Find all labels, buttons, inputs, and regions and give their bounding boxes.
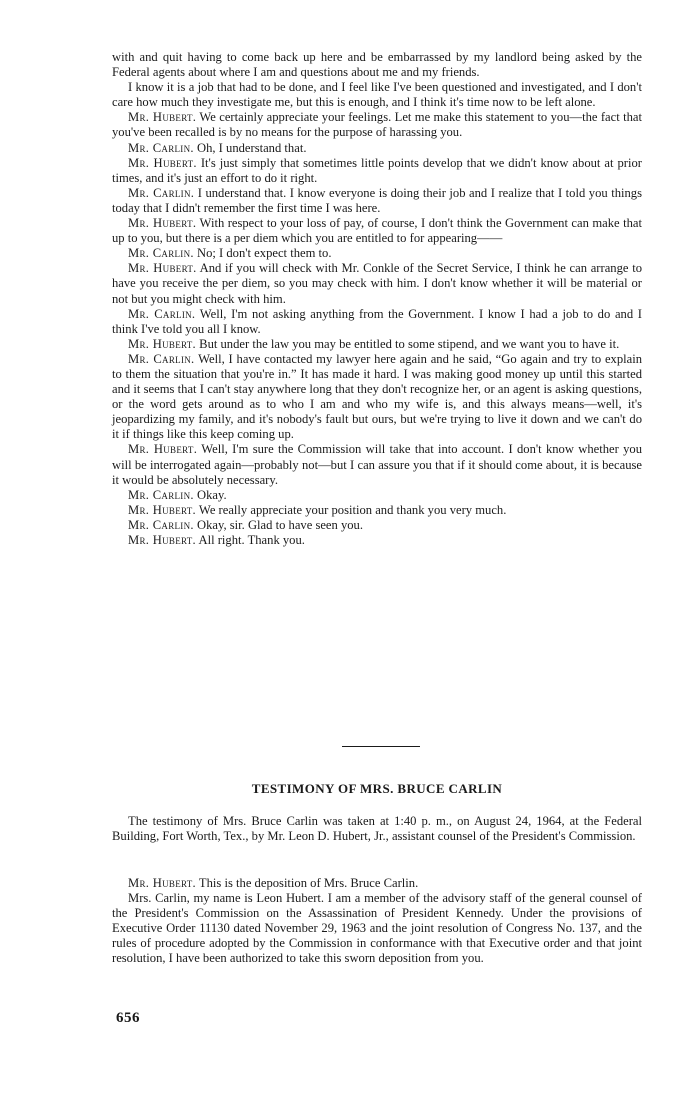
speaker-name: Mr. Hubert. [128,502,197,517]
dialogue-text: I understand that. I know everyone is doing their job and I realize that I told you things today that I didn't remember the first time I was here. [112,185,642,215]
speaker-name: Mr. Carlin. [128,517,194,532]
speaker-name: Mr. Hubert. [128,110,197,125]
speaker-name: Mr. Carlin. [128,140,194,155]
dialogue-text: We certainly appreciate your feelings. Let me make this statement to you—the fact that you've been recalled is by no means for the purpose of harassing you. [112,110,642,140]
dialogue-paragraph [112,503,642,518]
speaker-name: Mr. Hubert. [128,336,197,351]
speaker-name: Mr. Carlin. [128,185,195,200]
dialogue-text: This is the deposition of Mrs. Bruce Carlin. [196,876,419,890]
dialogue-paragraph [112,876,642,891]
testimony-intro [112,814,642,844]
section-heading: TESTIMONY OF MRS. BRUCE CARLIN [251,781,503,796]
dialogue-text: Well, I have contacted my lawyer here again and he said, “Go again and try to explain to them the situation that you're in.” It has made it hard. I was making good money up until this started and it seems that I can't stay anywhere long that they don't recognize her, or an agent is asking questions, or the word gets around as to who I am and who my wife is, and this always means—well, it's jeopardizing my family, and it's nobody's fault but ours, but we're trying to live it down and we can't do it if things like this keep coming up. [112,351,643,442]
speaker-name: Mr. Carlin. [128,487,194,502]
paragraph: Mrs. Carlin, my name is Leon Hubert. I am a member of the advisory staff of the general counsel of the President's Commission on the Assassination of President Kennedy. Under the provisions of Executive Order 11130 dated November 29, 1963 and the joint resolution of Congress No. 137, and the rules of procedure adopted by the Commission in conformance with that Executive order and that joint resolution, I have been authorized to take this sworn deposition from you. [112,891,642,966]
dialogue-text: Well, I'm not asking anything from the Government. I know I had a job to do and I think I've told you all I know. [112,306,642,336]
intro-paragraph: The testimony of Mrs. Bruce Carlin was taken at 1:40 p. m., on August 24, 1964, at the Federal Building, Fort Worth, Tex., by Mr. Leon D. Hubert, Jr., assistant counsel of the President's Commission. [112,814,642,844]
dialogue-paragraph [112,156,642,186]
dialogue-paragraph [112,261,642,306]
dialogue-text: We really appreciate your position and thank you very much. [196,502,507,517]
speaker-name: Mr. Hubert. [128,261,197,276]
speaker-name: Mr. Hubert. [128,155,197,170]
dialogue-text: And if you will check with Mr. Conkle of the Secret Service, I think he can arrange to have you receive the per diem, so you may check with him. I don't know whether it will be material or not but you might check with him. [112,261,642,306]
dialogue-text: But under the law you may be entitled to some stipend, and we want you to have it. [196,336,620,351]
dialogue-text: It's just simply that sometimes little points develop that we didn't know about at prior times, and it's just an effort to do it right. [112,155,642,185]
dialogue-paragraph [112,186,642,216]
speaker-name: Mr. Hubert. [128,216,197,231]
speaker-name: Mr. Carlin. [128,306,196,321]
dialogue-text: Okay. [193,487,227,502]
dialogue-text: Oh, I understand that. [193,140,307,155]
dialogue-paragraph [112,141,642,156]
page-number: 656 [116,1010,140,1026]
testimony-continuation [112,50,642,548]
dialogue-text: With respect to your loss of pay, of course, I don't think the Government can make that up to you, but there is a per diem which you are entitled to for appearing—— [112,216,642,246]
dialogue-paragraph [112,307,642,337]
dialogue-paragraph [112,442,642,487]
dialogue-text: Well, I'm sure the Commission will take that into account. I don't know whether you will be interrogated again—probably not—but I can assure you that if it should come about, it is because it would be absolutely necessary. [112,442,642,487]
section-divider [342,746,420,747]
dialogue-paragraph [112,246,642,261]
dialogue-paragraph [112,110,642,140]
speaker-name: Mr. Hubert. [128,876,197,890]
paragraph: with and quit having to come back up here and be embarrassed by my landlord being asked by the Federal agents about where I am and questions about me and my friends. [112,50,642,80]
speaker-name: Mr. Hubert. [128,442,198,457]
dialogue-paragraph [112,216,642,246]
dialogue-paragraph [112,337,642,352]
dialogue-text: Okay, sir. Glad to have seen you. [193,517,364,532]
dialogue-text: All right. Thank you. [196,533,305,547]
speaker-name: Mr. Carlin. [128,351,195,366]
speaker-name: Mr. Carlin. [128,246,194,261]
dialogue-paragraph [112,352,642,443]
deposition-opening [112,876,642,967]
paragraph: I know it is a job that had to be done, and I feel like I've been questioned and investigated, and I don't care how much they investigate me, but this is enough, and I think it's time now to be left alone. [112,80,642,110]
dialogue-paragraph [112,533,642,548]
dialogue-paragraph [112,518,642,533]
dialogue-text: No; I don't expect them to. [193,246,332,261]
dialogue-paragraph [112,488,642,503]
speaker-name: Mr. Hubert. [128,533,197,547]
